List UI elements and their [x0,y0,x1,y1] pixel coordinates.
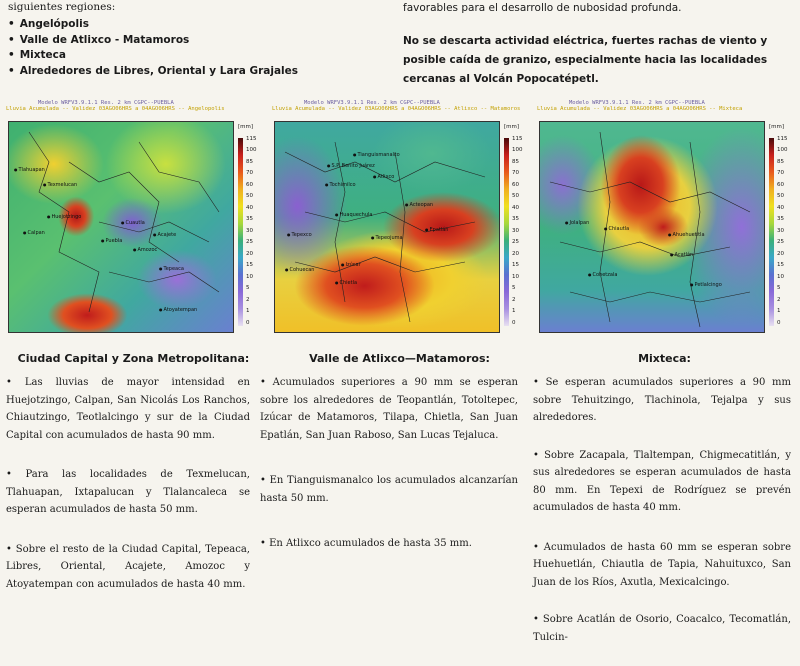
scale-tick: 0 [777,320,781,326]
map-label: ● Izúcar [341,262,361,268]
map-label: ● Atoyatempan [159,307,197,313]
map-label: ● Tepeojuma [371,235,403,241]
scale-tick: 85 [512,159,519,165]
map-header-validity: Lluvia Acumulada -- Validez 03AGO06HRS a 04AGO06HRS -- Angelopolis [6,106,225,112]
map-label: ● S.P. Benito Juárez [327,163,375,169]
scale-tick: 50 [512,193,519,199]
map-label: ● Cohuecan [285,267,314,273]
map-panel-atlixco-matamoros [272,100,527,335]
map-label: ● Huejotzingo [47,214,81,220]
scale-tick: 50 [246,193,253,199]
scale-tick: 5 [512,285,516,291]
forecast-paragraph: • Las lluvias de mayor intensidad en Huejotzingo, Calpan, San Nicolás Los Ranchos, Chiautzingo, Teotlalcingo y sur de la Ciudad Capital con acumulados de hasta 90 mm. [6,377,250,441]
scale-tick: 5 [246,285,250,291]
scale-tick: 2 [246,297,250,303]
precipitation-scale [504,121,526,331]
scale-tick: 15 [777,262,784,268]
map-label: ● Chiautla [604,226,629,232]
section-body-mixteca [533,374,791,666]
map-label: ● Acatlán [670,252,693,258]
forecast-paragraph: • Sobre el resto de la Ciudad Capital, Tepeaca, Libres, Oriental, Acajete, Amozoc y Atoyatempan con acumulados de hasta 40 mm. [6,543,250,590]
rain-map-mixteca [539,121,765,333]
region-item: • Mixteca [8,48,378,64]
scale-tick: 0 [246,320,250,326]
map-label: ● Tepeaca [159,266,184,272]
forecast-paragraph: • Se esperan acumulados superiores a 90 mm sobre Tehuitzingo, Tlachinola, Tejalpa y sus alrededores. [533,377,791,423]
map-label: ● Atlixco [373,174,394,180]
forecast-paragraph: • Acumulados superiores a 90 mm se esperan sobre los alrededores de Teopantlán, Totoltepec, Izúcar de Matamoros, Tilapa, Chietla, San Juan Epatlán, San Juan Raboso, San Lucas Tejaluca. [260,377,518,441]
scale-tick: 85 [777,159,784,165]
map-label: ● Tochimilco [325,182,356,188]
scale-tick: 60 [512,182,519,188]
map-header-validity: Lluvia Acumulada -- Validez 03AGO06HRS a 04AGO06HRS -- Atlixco -- Matamoros [272,106,521,112]
forecast-paragraph: • En Atlixco acumulados de hasta 35 mm. [260,538,472,549]
forecast-paragraph: • Acumulados de hasta 60 mm se esperan sobre Huehuetlán, Chiautla de Tapia, Nahuituxco, San Juan de los Ríos, Axutla, Mexicalcingo. [533,541,791,588]
scale-tick: 115 [777,136,788,142]
map-label: ● Jolalpan [565,220,589,226]
scale-tick: 0 [512,320,516,326]
scale-tick: 40 [246,205,253,211]
scale-tick: 20 [512,251,519,257]
section-body-capital [6,374,250,613]
forecast-paragraph: • Sobre Acatlán de Osorio, Coacalco, Tecomatlán, Tulcin- [533,614,791,643]
scale-unit: [mm] [238,124,254,130]
scale-tick: 70 [246,170,253,176]
scale-tick: 2 [512,297,516,303]
forecast-paragraph: • En Tianguismanalco los acumulados alcanzarían hasta 50 mm. [260,475,518,504]
map-label: ● Puebla [101,238,122,244]
scale-tick: 2 [777,297,781,303]
region-item: • Angelópolis [8,17,378,33]
precipitation-scale [238,121,260,331]
scale-tick: 115 [512,136,523,142]
summary-line: favorables para el desarrollo de nubosidad profunda. [403,2,682,14]
scale-tick: 30 [512,228,519,234]
scale-tick: 85 [246,159,253,165]
rain-map-angelopolis [8,121,234,333]
section-title-mixteca: Mixteca: [638,352,691,365]
map-label: ● Tepexco [287,232,312,238]
scale-tick: 100 [512,147,523,153]
map-label: ● Cohetzala [588,272,617,278]
warning-text: No se descarta actividad eléctrica, fuertes rachas de viento y posible caída de granizo, especialmente hacia las localidades cercanas al Volcán Popocatépetl. [403,35,768,85]
map-label: ● Texmelucan [43,182,77,188]
scale-tick: 60 [246,182,253,188]
map-label: ● Calpan [23,230,45,236]
map-panel-mixteca [537,100,792,335]
scale-tick: 1 [246,308,250,314]
map-label: ● Acajete [153,232,176,238]
forecast-paragraph: • Para las localidades de Texmelucan, Tlahuapan, Ixtapalucan y Tlalancaleca se esperan acumulados de hasta 50 mm. [6,469,250,515]
region-item: • Alrededores de Libres, Oriental y Lara Grajales [8,64,378,80]
map-header-model: Modelo WRFV3.9.1.1 Res. 2 km CGPC--PUEBLA [304,100,440,106]
section-title-capital: Ciudad Capital y Zona Metropolitana: [17,352,250,365]
scale-tick: 115 [246,136,257,142]
map-header-model: Modelo WRFV3.9.1.1 Res. 2 km CGPC--PUEBLA [38,100,174,106]
scale-tick: 70 [777,170,784,176]
map-label: ● Amozoc [133,247,157,253]
scale-tick: 5 [777,285,781,291]
scale-tick: 30 [246,228,253,234]
scale-tick: 20 [246,251,253,257]
scale-tick: 25 [777,239,784,245]
scale-tick: 15 [246,262,253,268]
region-list [8,17,378,79]
scale-tick: 50 [777,193,784,199]
scale-tick: 100 [246,147,257,153]
scale-tick: 30 [777,228,784,234]
scale-tick: 40 [512,205,519,211]
scale-tick: 70 [512,170,519,176]
map-label: ● Huaquechula [335,212,372,218]
section-body-atlixco [260,374,518,573]
precipitation-scale [769,121,791,331]
scale-tick: 20 [777,251,784,257]
scale-tick: 1 [512,308,516,314]
scale-tick: 40 [777,205,784,211]
scale-tick: 10 [777,274,784,280]
scale-tick: 15 [512,262,519,268]
map-header-model: Modelo WRFV3.9.1.1 Res. 2 km CGPC--PUEBLA [569,100,705,106]
map-label: ● Tianguismanalco [353,152,400,158]
section-title-atlixco: Valle de Atlixco—Matamoros: [309,352,490,365]
scale-colorbar [769,138,774,326]
scale-tick: 25 [512,239,519,245]
region-item: • Valle de Atlixco - Matamoros [8,33,378,49]
forecast-summary [403,0,793,99]
intro-block [8,0,378,79]
scale-tick: 1 [777,308,781,314]
scale-tick: 100 [777,147,788,153]
map-header-validity: Lluvia Acumulada -- Validez 03AGO06HRS a 04AGO06HRS -- Mixteca [537,106,743,112]
map-label: ● Tlahuapan [14,167,45,173]
scale-colorbar [238,138,243,326]
scale-unit: [mm] [769,124,785,130]
rain-map-atlixco [274,121,500,333]
scale-tick: 10 [512,274,519,280]
scale-tick: 25 [246,239,253,245]
municipal-borders [540,122,764,332]
map-label: ● Cuautla [121,220,145,226]
map-label: ● Epatlán [425,227,448,233]
forecast-paragraph: • Sobre Zacapala, Tlaltempan, Chigmecatitlán, y sus alrededores se esperan acumulados de hasta 80 mm. En Tepexi de Rodríguez se prevén acumulados de hasta 40 mm. [533,449,791,513]
intro-lead: siguientes regiones: [8,1,116,13]
scale-colorbar [504,138,509,326]
municipal-borders [9,122,233,332]
scale-unit: [mm] [504,124,520,130]
map-label: ● Acteopan [405,202,433,208]
map-label: ● Petlalcingo [690,282,722,288]
map-panel-angelopolis [6,100,261,335]
scale-tick: 35 [777,216,784,222]
map-label: ● Chietla [335,280,357,286]
scale-tick: 35 [512,216,519,222]
scale-tick: 60 [777,182,784,188]
scale-tick: 10 [246,274,253,280]
map-label: ● Ahuehuetitla [668,232,705,238]
scale-tick: 35 [246,216,253,222]
